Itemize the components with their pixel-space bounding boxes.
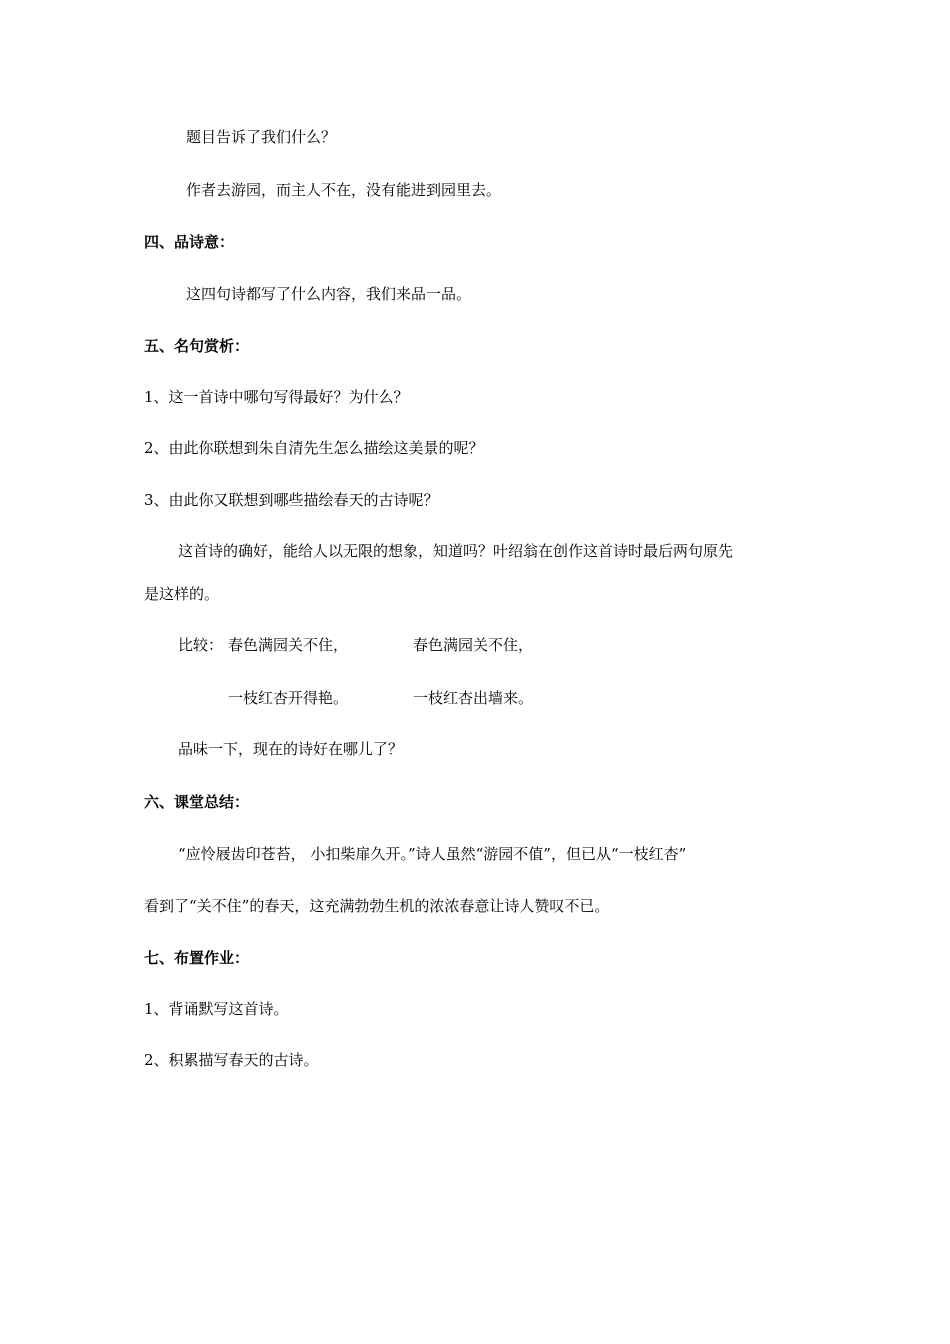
section-5-item-2: 2、由此你联想到朱自清先生怎么描绘这美景的呢？	[144, 439, 484, 457]
section-5-paragraph-line-1: 这首诗的确好，能给人以无限的想象，知道吗？叶绍翁在创作这首诗时最后两句原先	[178, 542, 734, 560]
compare-left-line-1: 春色满园关不住，	[228, 636, 349, 654]
section-7-item-1: 1、背诵默写这首诗。	[144, 1000, 289, 1018]
section-5-item-1: 1、这一首诗中哪句写得最好？为什么？	[144, 388, 409, 406]
section-4-heading: 四、品诗意：	[144, 233, 235, 251]
intro-answer: 作者去游园，而主人不在，没有能进到园里去。	[186, 181, 502, 199]
section-5-paragraph-line-2: 是这样的。	[144, 585, 220, 603]
section-4-text: 这四句诗都写了什么内容，我们来品一品。	[186, 285, 472, 303]
intro-question: 题目告诉了我们什么？	[186, 128, 337, 146]
compare-label: 比较：	[178, 636, 224, 654]
section-7-item-2: 2、积累描写春天的古诗。	[144, 1051, 319, 1069]
compare-right-line-1: 春色满园关不住，	[413, 636, 534, 654]
compare-right-line-2: 一枝红杏出墙来。	[413, 689, 534, 707]
section-7-heading: 七、布置作业：	[144, 949, 250, 967]
compare-left-line-2: 一枝红杏开得艳。	[228, 689, 349, 707]
section-6-line-2: 看到了“关不住”的春天，这充满勃勃生机的浓浓春意让诗人赞叹不已。	[144, 897, 610, 915]
section-6-line-1: “应怜屐齿印苍苔， 小扣柴扉久开。”诗人虽然“游园不值”，但已从“一枝红杏”	[178, 845, 687, 863]
section-5-item-3: 3、由此你又联想到哪些描绘春天的古诗呢？	[144, 491, 439, 509]
section-5-heading: 五、名句赏析：	[144, 337, 250, 355]
section-5-reflect: 品味一下，现在的诗好在哪儿了？	[178, 740, 404, 758]
section-6-heading: 六、课堂总结：	[144, 793, 250, 811]
